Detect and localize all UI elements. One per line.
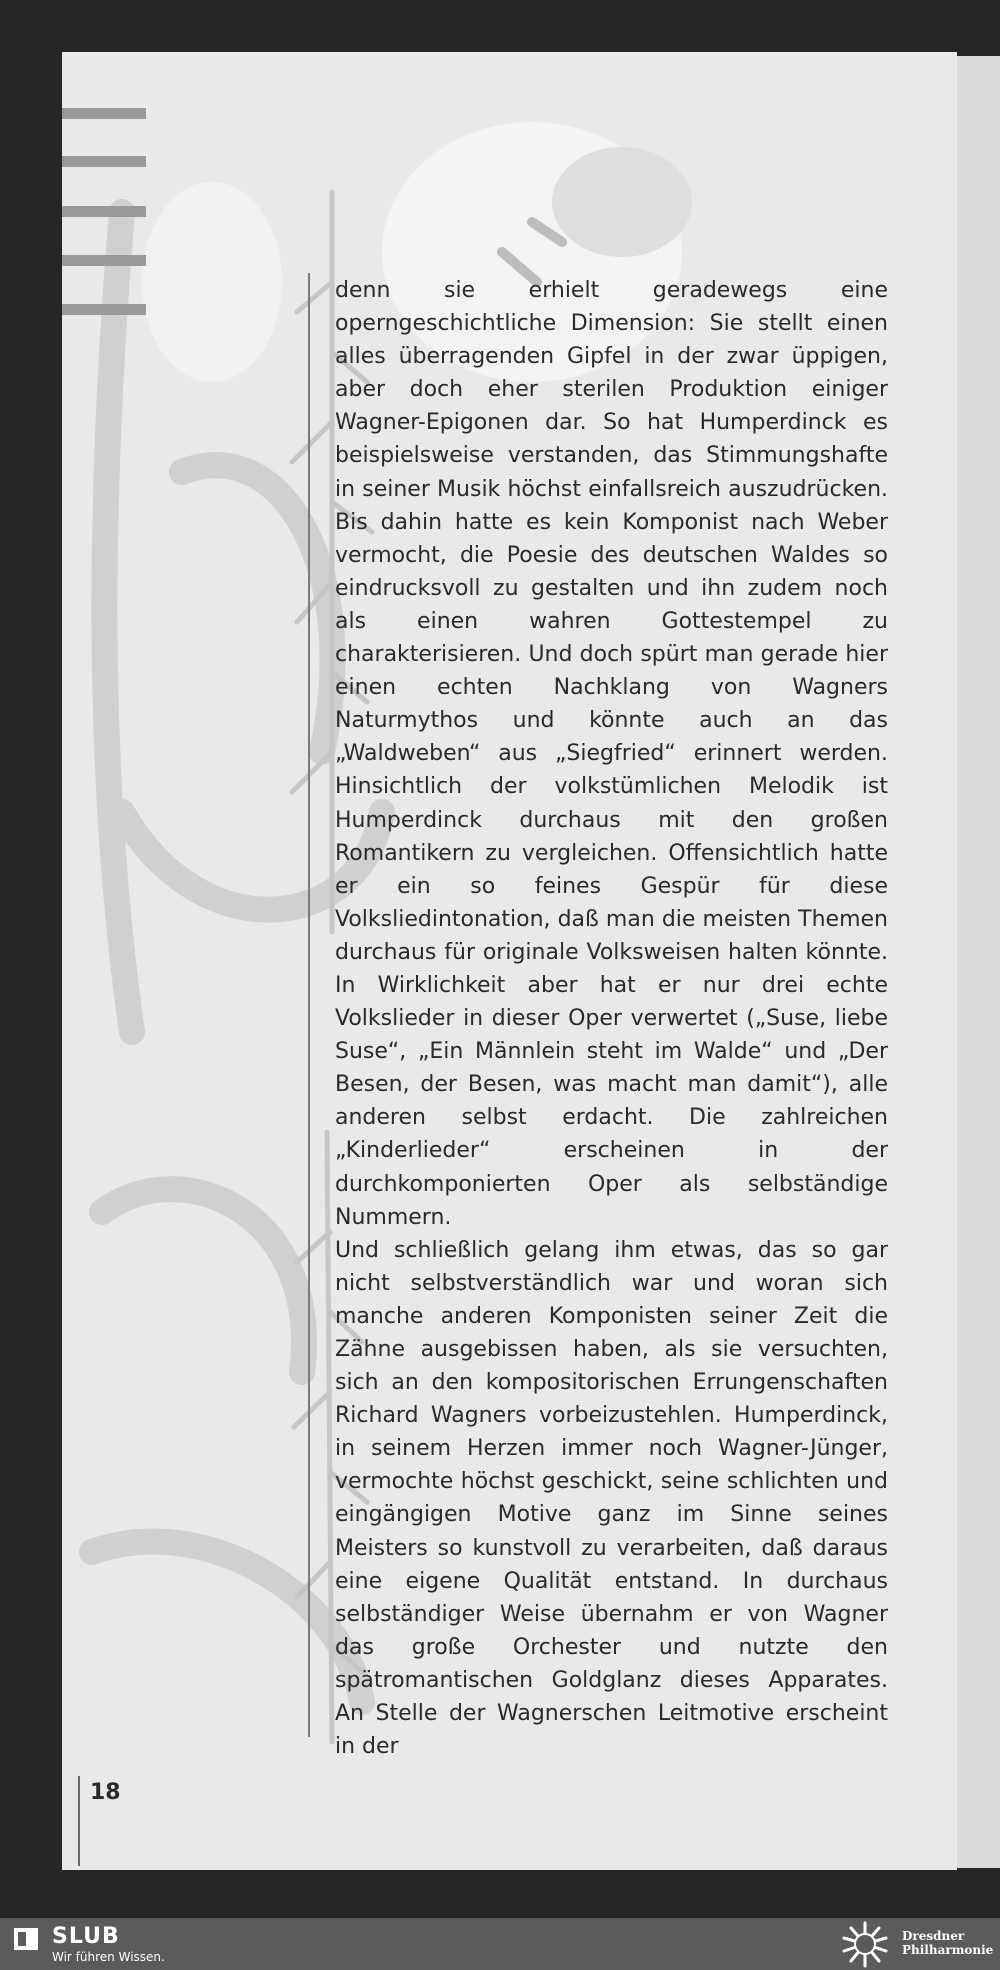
column-rule bbox=[308, 273, 310, 1737]
footer-bar bbox=[0, 1918, 1000, 1970]
decorative-stripe bbox=[62, 255, 146, 266]
decorative-stripe bbox=[62, 304, 146, 315]
paragraph-1: denn sie erhielt geradewegs eine operngeschichtliche Dimension: Sie stellt einen alles überragenden Gipfel in der zwar üppigen, aber doch eher sterilen Produktion einiger Wagner-Epigonen dar. So hat Humperdinck es beispielsweise verstanden, das Stimmungshafte in seiner Musik höchst einfallsreich auszudrücken. Bis dahin hatte es kein Komponist nach Weber vermocht, die Poesie des deutschen Waldes so eindrucksvoll zu gestalten und ihn zudem noch als einen wahren Gottestempel zu charakterisieren. Und doch spürt man gerade hier einen echten Nachklang von Wagners Naturmythos und könnte auch an das „Waldweben“ aus „Siegfried“ erinnert werden. Hinsichtlich der volkstümlichen Melodik ist Humperdinck durchaus mit den großen Romantikern zu vergleichen. Offensichtlich hatte er ein so feines Gespür für diese Volksliedintonation, daß man die meisten Themen durchaus für originale Volksweisen halten könnte. In Wirklichkeit aber hat er nur drei echte Volkslieder in dieser Oper verwertet („Suse, liebe Suse“, „Ein Männlein steht im Walde“ und „Der Besen, der Besen, was macht man damit“), alle anderen selbst erdacht. Die zahlreichen „Kinderlieder“ erscheinen in der durchkomponierten Oper als selbständige Nummern. bbox=[335, 278, 888, 1230]
decorative-stripe bbox=[62, 156, 146, 167]
paragraph-2: Und schließlich gelang ihm etwas, das so gar nicht selbstverständlich war und woran sich manche anderen Komponisten seiner Zeit die Zähne ausgebissen haben, als sie versuchten, sich an den kompositorischen Errungenschaften Richard Wagners vorbeizustehlen. Humperdinck, in seinem Herzen immer noch Wagner-Jünger, vermochte höchst geschickt, seine schlichten und eingängigen Motive ganz im Sinne seines Meisters so kunstvoll zu verarbeiten, daß daraus eine eigene Qualität entstand. In durchaus selbständiger Weise übernahm er von Wagner das große Orchester und nutzte den spätromantischen Goldglanz dieses Apparates. An Stelle der Wagnerschen Leitmotive erscheint in der bbox=[335, 1237, 888, 1760]
page-number-rule bbox=[78, 1776, 80, 1866]
partner-name-line1: Dresdner bbox=[902, 1929, 965, 1943]
facing-page-edge bbox=[955, 56, 1000, 1868]
body-text-column bbox=[335, 274, 888, 1763]
library-name: SLUB bbox=[52, 1924, 120, 1949]
philharmonie-sun-icon bbox=[838, 1920, 892, 1968]
library-tagline: Wir führen Wissen. bbox=[52, 1950, 165, 1964]
partner-name bbox=[902, 1929, 993, 1957]
decorative-stripe bbox=[62, 108, 146, 119]
decorative-stripe bbox=[62, 206, 146, 217]
slub-book-icon bbox=[14, 1928, 38, 1950]
page-number: 18 bbox=[90, 1780, 121, 1805]
partner-name-line2: Philharmonie bbox=[902, 1943, 994, 1957]
tree-trunk-bottom bbox=[327, 1132, 332, 1742]
